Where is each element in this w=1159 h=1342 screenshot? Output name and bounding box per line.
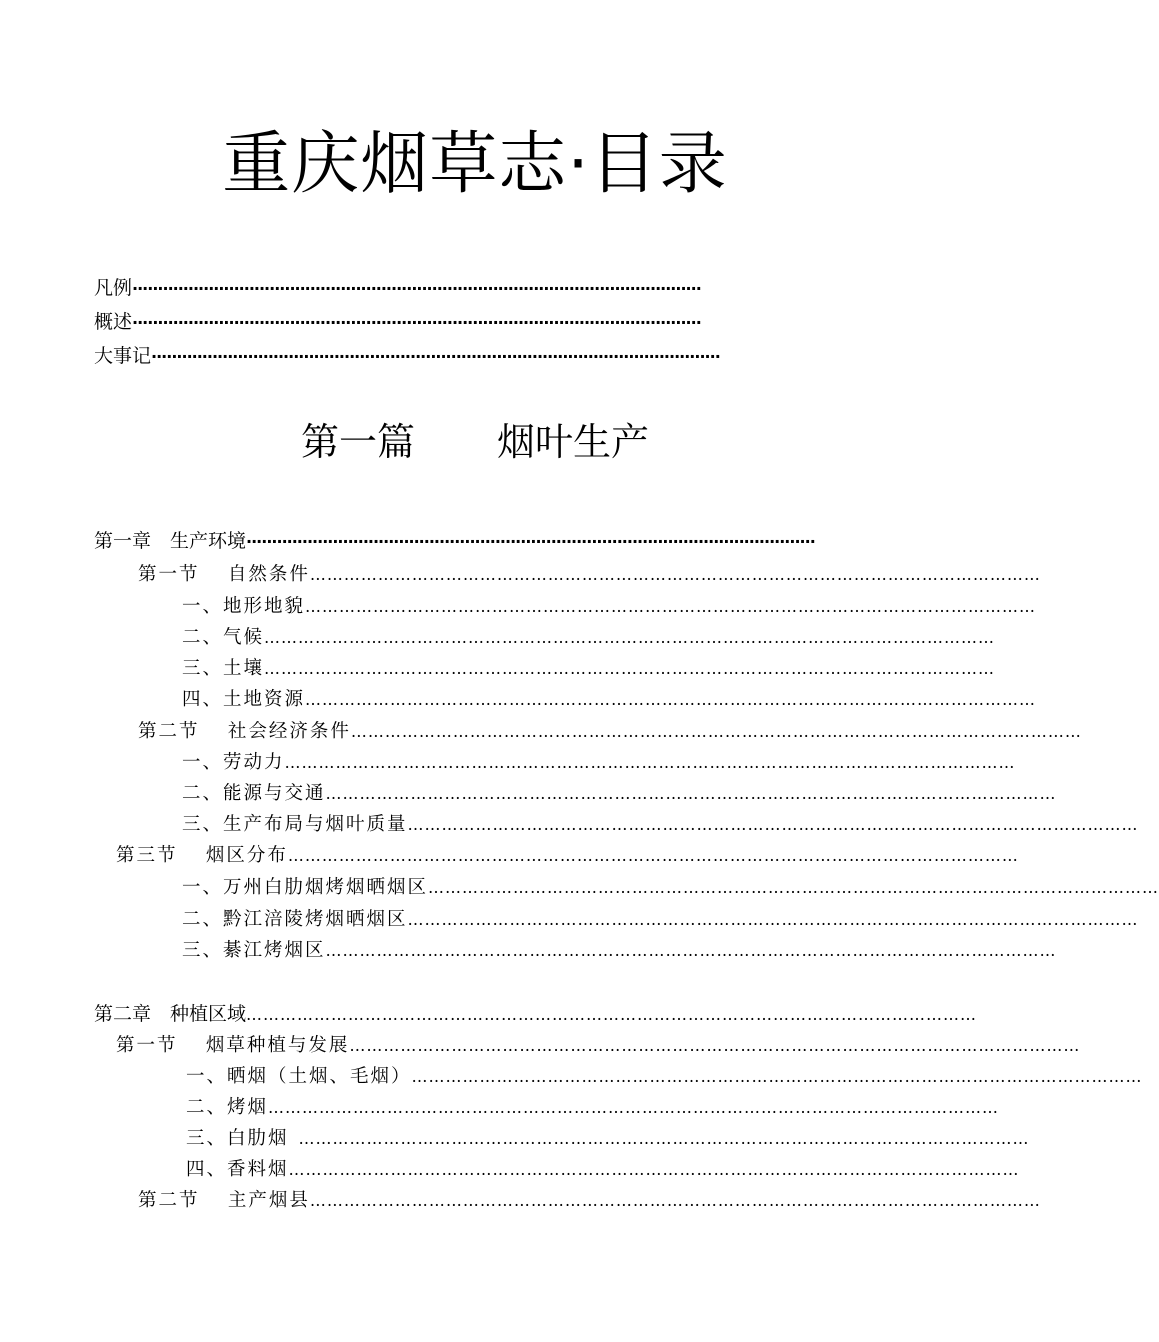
leader-dots: …………………………………………………………………………………………………………………: [349, 1036, 1081, 1055]
leader-dots: ················································································································: [132, 279, 701, 298]
toc-item[interactable]: [182, 623, 996, 653]
leader-dots: …………………………………………………………………………………………………………………: [325, 784, 1057, 803]
toc-item[interactable]: [182, 748, 1016, 778]
part-heading: [0, 418, 950, 466]
section-title: 第二节 社会经济条件: [138, 721, 351, 742]
leader-dots: …………………………………………………………………………………………………………………: [411, 1067, 1143, 1086]
toc-entry-label: 凡例: [94, 277, 133, 299]
leader-dots: …………………………………………………………………………………………………………………: [309, 565, 1041, 584]
toc-item[interactable]: [182, 654, 996, 684]
toc-entry-front-matter[interactable]: [94, 273, 770, 303]
item-title: 一、万州白肋烟烤烟晒烟区: [182, 877, 429, 898]
leader-dots: …………………………………………………………………………………………………………………: [268, 1098, 1000, 1117]
chapter-title: 第一章 生产环境: [94, 530, 247, 552]
leader-dots: …………………………………………………………………………………………………………………: [305, 690, 1037, 709]
toc-section[interactable]: [138, 1186, 1041, 1216]
leader-dots: …………………………………………………………………………………………………………………: [264, 659, 996, 678]
toc-entry-front-matter[interactable]: [94, 307, 770, 337]
leader-dots: ················································································································: [132, 313, 701, 332]
leader-dots: …………………………………………………………………………………………………………………: [350, 722, 1082, 741]
item-title: 四、土地资源: [182, 689, 306, 710]
section-title: 第三节 烟区分布: [116, 845, 288, 866]
item-title: 三、生产布局与烟叶质量: [182, 814, 408, 835]
leader-dots: …………………………………………………………………………………………………………………: [407, 815, 1139, 834]
leader-dots: …………………………………………………………………………………………………………………: [407, 910, 1139, 929]
leader-dots: ················································································································: [246, 532, 815, 551]
section-title: 第二节 主产烟县: [138, 1190, 310, 1211]
item-title: 一、晒烟（土烟、毛烟）: [186, 1066, 412, 1087]
item-title: 四、香料烟: [186, 1159, 289, 1180]
toc-chapter[interactable]: [94, 526, 815, 556]
leader-dots: …………………………………………………………………………………………………………………: [305, 597, 1037, 616]
toc-section[interactable]: [138, 717, 1082, 747]
toc-item[interactable]: [182, 810, 1139, 840]
toc-section[interactable]: [138, 560, 1041, 590]
toc-item[interactable]: [182, 873, 1159, 903]
leader-dots: …………………………………………………………………………………………………………………: [288, 1160, 1020, 1179]
item-title: 三、土壤: [182, 658, 265, 679]
item-title: 二、能源与交通: [182, 783, 326, 804]
toc-item[interactable]: [186, 1124, 1030, 1154]
item-title: 三、白肋烟: [186, 1128, 289, 1149]
toc-section[interactable]: [116, 1031, 1081, 1061]
part-name: 烟叶生产: [497, 420, 650, 464]
item-title: 二、黔江涪陵烤烟晒烟区: [182, 909, 408, 930]
item-title: 三、綦江烤烟区: [182, 940, 326, 961]
item-title: 一、劳动力: [182, 752, 285, 773]
item-title: 二、烤烟: [186, 1097, 269, 1118]
page-title: 重庆烟草志·目录: [222, 125, 728, 204]
leader-dots: …………………………………………………………………………………………………………………: [309, 1191, 1041, 1210]
toc-section[interactable]: [116, 841, 1019, 871]
toc-item[interactable]: [186, 1062, 1143, 1092]
leader-dots: …………………………………………………………………………………………………………………: [264, 628, 996, 647]
toc-item[interactable]: [182, 685, 1037, 715]
toc-chapter[interactable]: [94, 999, 978, 1029]
leader-dots: …………………………………………………………………………………………………………………: [284, 753, 1016, 772]
item-title: 二、气候: [182, 627, 265, 648]
leader-dots: …………………………………………………………………………………………………………………: [287, 846, 1019, 865]
toc-item[interactable]: [182, 936, 1057, 966]
toc-item[interactable]: [186, 1155, 1020, 1185]
part-number: 第一篇: [300, 420, 415, 464]
toc-entry-label: 概述: [94, 311, 133, 333]
toc-item[interactable]: [182, 592, 1037, 622]
toc-item[interactable]: [182, 779, 1057, 809]
item-title: 一、地形地貌: [182, 596, 306, 617]
section-title: 第一节 自然条件: [138, 564, 310, 585]
toc-entry-front-matter[interactable]: [94, 341, 770, 371]
leader-dots: …………………………………………………………………………………………………………………: [298, 1129, 1030, 1148]
chapter-title: 第二章 种植区域: [94, 1003, 247, 1025]
leader-dots: …………………………………………………………………………………………………………………: [246, 1005, 978, 1024]
leader-dots: …………………………………………………………………………………………………………………: [428, 878, 1159, 897]
toc-item[interactable]: [186, 1093, 1000, 1123]
section-title: 第一节 烟草种植与发展: [116, 1035, 350, 1056]
toc-item[interactable]: [182, 905, 1139, 935]
toc-entry-label: 大事记: [94, 345, 152, 367]
leader-dots: ················································································································: [151, 347, 720, 366]
leader-dots: …………………………………………………………………………………………………………………: [325, 941, 1057, 960]
